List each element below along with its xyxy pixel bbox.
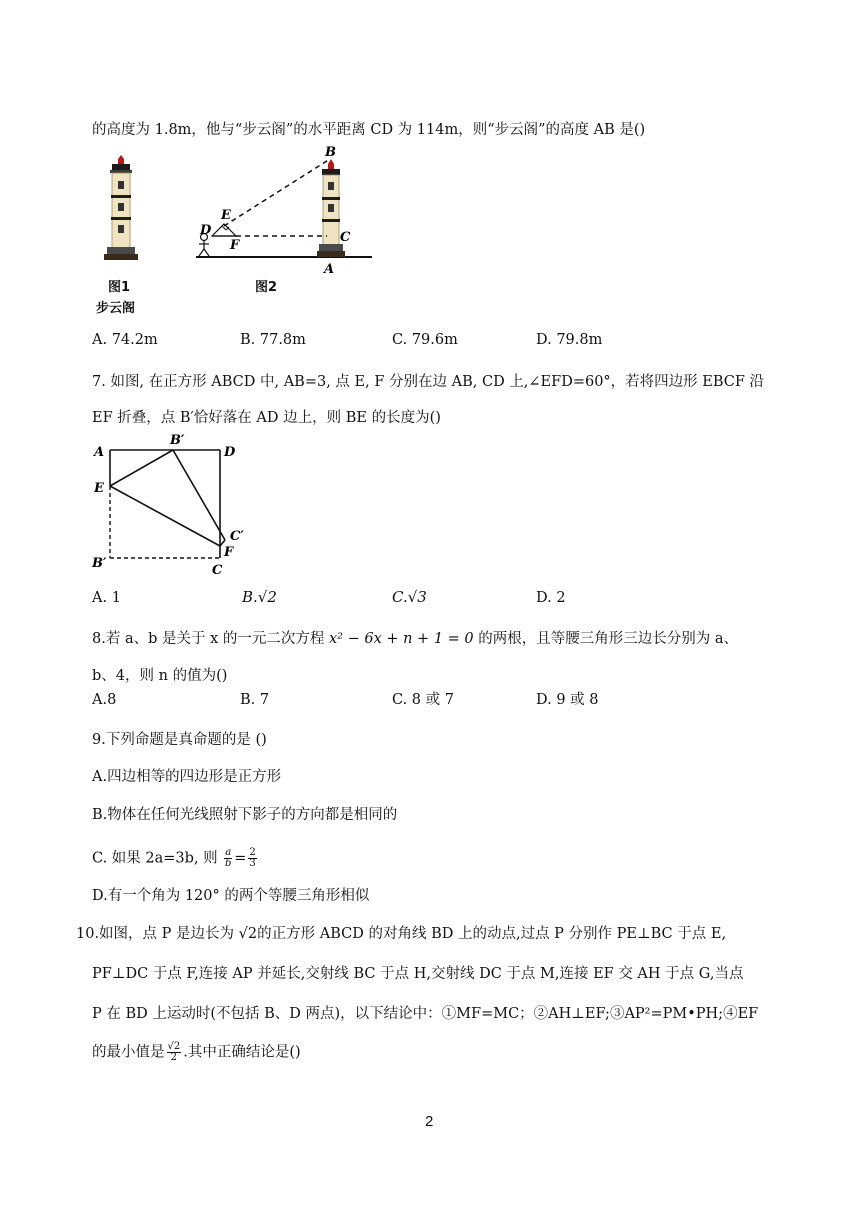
- q8-option-c: C. 8 或 7: [392, 692, 454, 708]
- q8-option-b: B. 7: [240, 692, 270, 708]
- fig2-label-b: B: [325, 145, 336, 160]
- q7-line-1: 7. 如图, 在正方形 ABCD 中, AB=3, 点 E, F 分别在边 AB, CD 上,∠EFD=60°，若将四边形 EBCF 沿: [92, 374, 765, 390]
- fig2-label-d: D: [200, 223, 212, 238]
- fig2-label-f: F: [230, 238, 240, 253]
- q7-line-2: EF 折叠，点 B′恰好落在 AD 边上，则 BE 的长度为(): [92, 410, 441, 426]
- fig2-label-e: E: [221, 208, 231, 223]
- fig2-diagram: [190, 142, 380, 277]
- q8-line-1-suffix: 的两根，且等腰三角形三边长分别为 a、: [473, 631, 739, 647]
- q10-line-3: P 在 BD 上运动时(不包括 B、D 两点)，以下结论中：①MF=MC；②AH⊥EF;③AP²=PM•PH;④EF: [92, 1006, 759, 1022]
- fig1-tower-image: [96, 155, 146, 265]
- q8-option-d: D. 9 或 8: [536, 692, 599, 708]
- q7-label-bprime-bottom: B′: [92, 556, 107, 571]
- fig1-caption-2: 步云阁: [96, 301, 136, 316]
- q6-option-a: A. 74.2m: [92, 332, 158, 348]
- q9-fraction-2-over-3: $\frac{2}{3}$: [249, 847, 256, 869]
- q9-stem: 9.下列命题是真命题的是 (): [92, 732, 267, 748]
- q10-line-2: PF⊥DC 于点 F,连接 AP 并延长,交射线 BC 于点 H,交射线 DC 于点 M,连接 EF 交 AH 于点 G,当点: [92, 966, 744, 982]
- q9-option-c-prefix: C. 如果 2a=3b, 则: [92, 850, 218, 867]
- q10-line-4: [92, 1042, 301, 1063]
- q8-equation: x² − 6x + n + 1 = 0: [328, 631, 474, 647]
- q7-square-figure: [88, 428, 258, 578]
- q8-option-a: A.8: [92, 692, 117, 708]
- q10-line-4-suffix: .其中正确结论是(): [183, 1044, 301, 1061]
- q9-fraction-a-over-b: $\frac{a}{b}$: [225, 847, 232, 869]
- q7-label-e: E: [94, 481, 104, 496]
- q7-option-a: A. 1: [92, 590, 121, 606]
- q7-label-cprime: C′: [230, 529, 244, 544]
- q9-equals: =: [234, 850, 247, 867]
- q9-option-c: [92, 848, 259, 869]
- q7-label-c: C: [212, 563, 223, 578]
- q10-line-1-suffix: 的正方形 ABCD 的对角线 BD 上的动点,过点 P 分别作 PE⊥BC 于点 E,: [257, 926, 727, 942]
- page-number: 2: [425, 1113, 434, 1130]
- q10-line-4-prefix: 的最小值是: [92, 1044, 165, 1061]
- q7-label-bprime-top: B′: [170, 433, 185, 448]
- q7-option-d: D. 2: [536, 590, 566, 606]
- q6-option-c: C. 79.6m: [392, 332, 458, 348]
- q7-label-d: D: [224, 445, 236, 460]
- fig2-caption: 图2: [255, 280, 278, 295]
- q10-line-1: [76, 924, 726, 944]
- q6-text-line: 的高度为 1.8m，他与“步云阁”的水平距离 CD 为 114m，则“步云阁”的高度 AB 是(): [92, 122, 646, 138]
- q7-label-a: A: [94, 445, 105, 460]
- q8-line-2: b、4，则 n 的值为(): [92, 668, 228, 684]
- q8-line-1-prefix: 8.若 a、b 是关于 x 的一元二次方程: [92, 631, 329, 647]
- q7-label-f: F: [224, 545, 234, 560]
- q6-option-b: B. 77.8m: [240, 332, 306, 348]
- q9-option-b: B.物体在任何光线照射下影子的方向都是相同的: [92, 807, 398, 823]
- q8-line-1: [92, 629, 738, 649]
- q10-line-1-prefix: 10.如图，点 P 是边长为: [76, 926, 239, 942]
- q10-sqrt2: √2: [238, 926, 258, 942]
- fig1-caption-1: 图1: [108, 280, 131, 295]
- fig2-label-a: A: [324, 262, 335, 277]
- fig2-label-c: C: [340, 230, 351, 245]
- q9-option-d: D.有一个角为 120° 的两个等腰三角形相似: [92, 888, 370, 904]
- q10-fraction-sqrt2-over-2: $\frac{√2}{2}$: [167, 1041, 181, 1063]
- q9-option-a: A.四边相等的四边形是正方形: [92, 769, 282, 785]
- q7-option-c: C.√3: [392, 588, 427, 606]
- q6-option-d: D. 79.8m: [536, 332, 603, 348]
- q7-option-b: B.√2: [242, 588, 277, 606]
